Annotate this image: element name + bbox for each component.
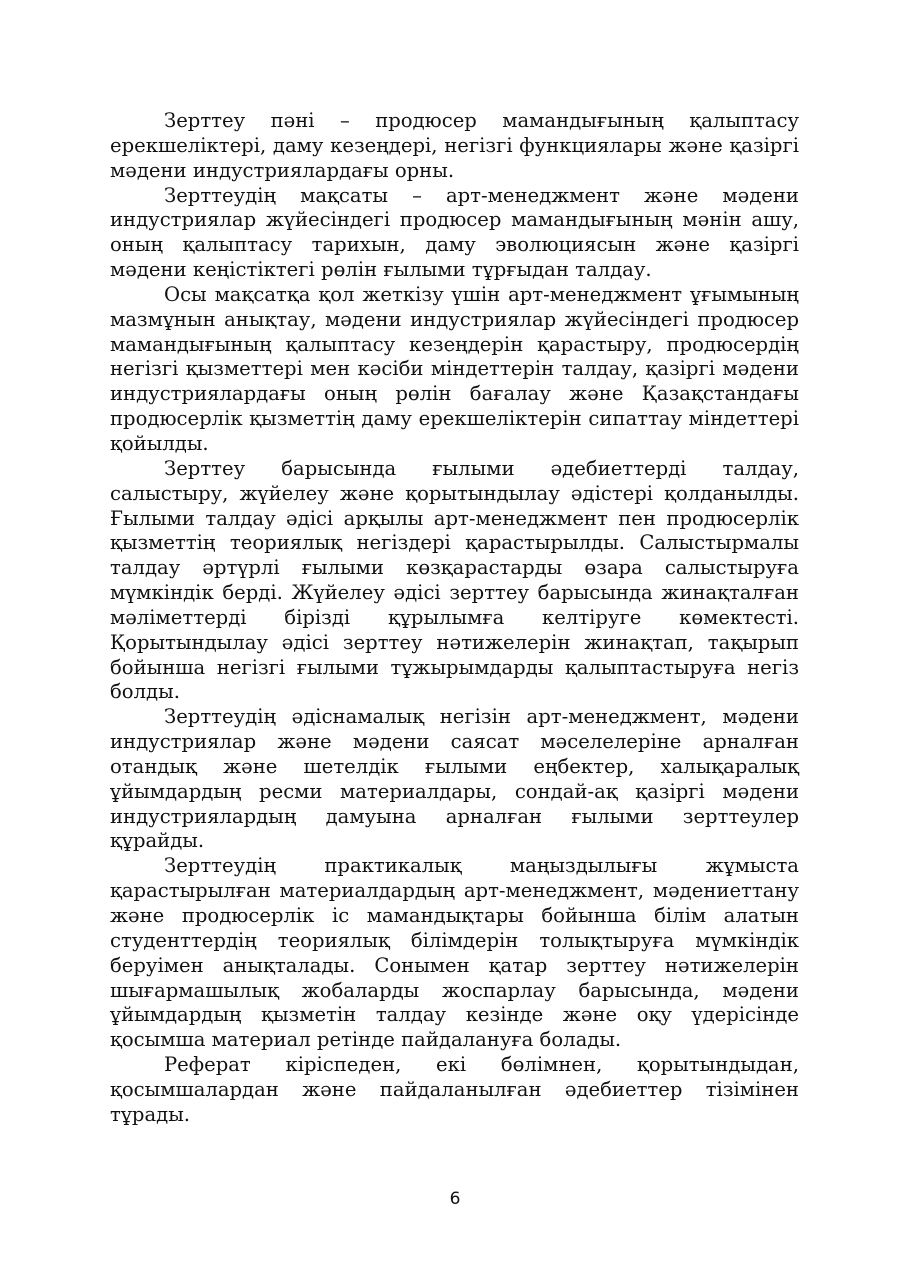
paragraph-research-tasks: Осы мақсатқа қол жеткізу үшін арт-менеджмент ұғымының мазмұнын анықтау, мәдени индустриялар жүйесіндегі продюсер мамандығының қалыптасу кезеңдерін қарастыру, продюсердің негізгі қызметтері мен кәсіби міндеттерін талдау, қазіргі мәдени индустриялардағы оның рөлін бағалау және Қазақстандағы продюсерлік қызметтің даму ерекшеліктерін сипаттау міндеттері қойылды. — [110, 282, 799, 455]
paragraph-research-goal: Зерттеудің мақсаты – арт-менеджмент және мәдени индустриялар жүйесіндегі продюсер мамандығының мәнін ашу, оның қалыптасу тарихын, даму эволюциясын және қазіргі мәдени кеңістіктегі рөлін ғылыми тұрғыдан талдау. — [110, 183, 799, 282]
paragraph-practical-significance: Зерттеудің практикалық маңыздылығы жұмыста қарастырылған материалдардың арт-менеджмент, мәдениеттану және продюсерлік іс мамандықтары бойынша білім алатын студенттердің теориялық білімдерін толықтыруға мүмкіндік беруімен анықталады. Сонымен қатар зерттеу нәтижелерін шығармашылық жобаларды жоспарлау барысында, мәдени ұйымдардың қызметін талдау кезінде және оқу үдерісінде қосымша материал ретінде пайдалануға болады. — [110, 854, 799, 1052]
paragraph-methodological-basis: Зерттеудің әдіснамалық негізін арт-менеджмент, мәдени индустриялар және мәдени саясат мәселелеріне арналған отандық және шетелдік ғылыми еңбектер, халықаралық ұйымдардың ресми материалдары, сондай-ақ қазіргі мәдени индустриялардың дамуына арналған ғылыми зерттеулер құрайды. — [110, 705, 799, 853]
paragraph-research-methods: Зерттеу барысында ғылыми әдебиеттерді талдау, салыстыру, жүйелеу және қорытындылау әдістері қолданылды. Ғылыми талдау әдісі арқылы арт-менеджмент пен продюсерлік қызметтің теориялық негіздері қарастырылды. Салыстырмалы талдау әртүрлі ғылыми көзқарастарды өзара салыстыруға мүмкіндік берді. Жүйелеу әдісі зерттеу барысында жинақталған мәліметтерді біріздi құрылымға келтіруге көмектесті. Қорытындылау әдісі зерттеу нәтижелерін жинақтап, тақырып бойынша негізгі ғылыми тұжырымдарды қалыптастыруға негіз болды. — [110, 456, 799, 704]
body-text — [110, 109, 799, 1128]
page-number: 6 — [449, 1189, 461, 1209]
paragraph-structure: Реферат кіріспеден, екі бөлімнен, қорытындыдан, қосымшалардан және пайдаланылған әдебиеттер тізімінен тұрады. — [110, 1053, 799, 1126]
paragraph-research-subject: Зерттеу пәні – продюсер мамандығының қалыптасу ерекшеліктері, даму кезеңдері, негізгі функциялары және қазіргі мәдени индустриялардағы орны. — [110, 109, 799, 182]
